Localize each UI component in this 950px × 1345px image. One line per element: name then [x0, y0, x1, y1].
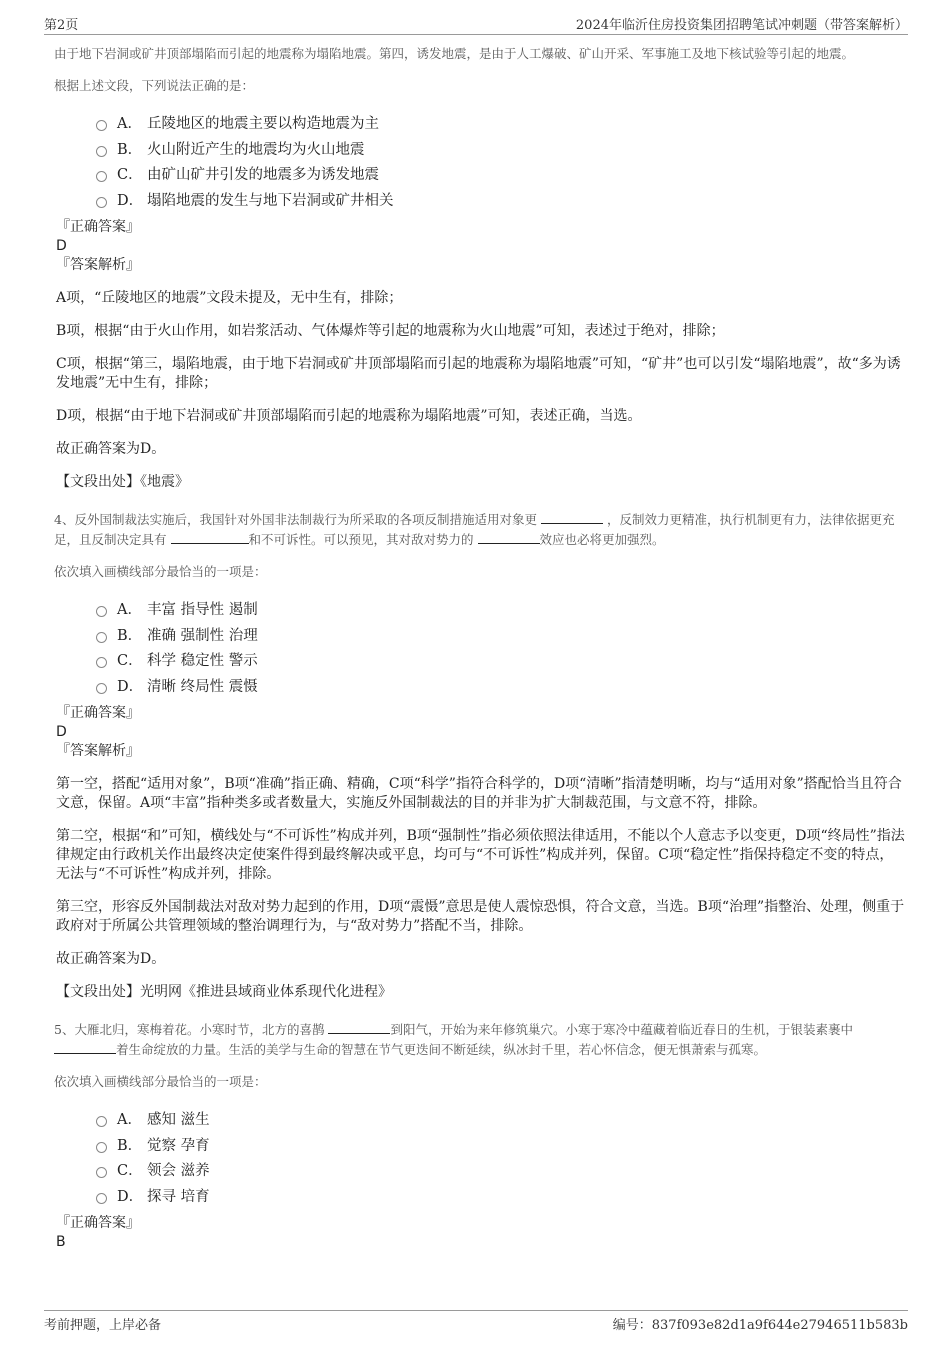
radio-icon[interactable] [96, 171, 107, 182]
q4-source: 【文段出处】光明网《推进县域商业体系现代化进程》 [56, 984, 392, 1000]
q5-option-a[interactable]: A． 感知 滋生 [96, 1106, 906, 1132]
q4-stem: 4、反外国制裁法实施后，我国针对外国非法制裁行为所采取的各项反制措施适用对象更 ，反制效力更精准，执行机制更有力，法律依据更充足，且反制决定具有 和不可诉性。可以预见，其对敌对势力的 效应也必将更加强烈。 [54, 512, 895, 547]
blank-1 [541, 511, 603, 524]
radio-icon[interactable] [96, 146, 107, 157]
q3-option-a[interactable]: A． 丘陵地区的地震主要以构造地震为主 [96, 110, 906, 136]
footer-slogan: 考前押题，上岸必备 [44, 1318, 162, 1333]
q4-option-a[interactable]: A． 丰富 指导性 遏制 [96, 596, 906, 622]
q3-options [96, 110, 906, 212]
radio-icon[interactable] [96, 657, 107, 668]
q3-analysis-d: D项，根据“由于地下岩洞或矿井顶部塌陷而引起的地震称为塌陷地震”可知，表述正确，当选。 [56, 408, 642, 424]
blank-2 [171, 531, 249, 544]
radio-icon[interactable] [96, 197, 107, 208]
q5-options [96, 1106, 906, 1208]
q5-option-c[interactable]: C． 领会 滋养 [96, 1157, 906, 1183]
q3-source: 【文段出处】《地震》 [56, 474, 189, 490]
q4-option-d[interactable]: D． 清晰 终局性 震慑 [96, 673, 906, 699]
q3-passage: 由于地下岩洞或矿井顶部塌陷而引起的地震称为塌陷地震。第四，诱发地震，是由于人工爆破、矿山开采、军事施工及地下核试验等引起的地震。 [54, 46, 855, 61]
q5-answer: B [56, 1234, 66, 1250]
q4-analysis-third-blank: 第三空，形容反外国制裁法对敌对势力起到的作用，D项“震慑”意思是使人震惊恐惧，符合文意，当选。B项“治理”指整治、处理，侧重于政府对于所属公共管理领域的整治调理行为，与“敌对势力”搭配不当，排除。 [56, 899, 905, 934]
q4-analysis-second-blank: 第二空，根据“和”可知，横线处与“不可诉性”构成并列，B项“强制性”指必须依照法律适用，不能以个人意志予以变更，D项“终局性”指法律规定由行政机关作出最终决定使案件得到最终解决或平息，均可与“不可诉性”构成并列，保留。C项“稳定性”指保持稳定不变的特点，无法与“不可诉性”构成并列，排除。 [56, 828, 905, 882]
q3-answer-label: 『正确答案』 [56, 219, 140, 235]
document-title: 2024年临沂住房投资集团招聘笔试冲刺题（带答案解析） [575, 18, 908, 33]
document-id: 编号：837f093e82d1a9f644e27946511b583b [612, 1318, 908, 1333]
blank-3 [478, 531, 540, 544]
q4-options [96, 596, 906, 698]
radio-icon[interactable] [96, 1142, 107, 1153]
q5-stem: 5、大雁北归，寒梅着花。小寒时节，北方的喜鹊 到阳气，开始为来年修筑巢穴。小寒于寒冷中蕴藏着临近春日的生机，于银装素裹中 着生命绽放的力量。生活的美学与生命的智慧在节气更迭间不断延续，纵冰封千里，若心怀信念，便无惧萧索与孤寒。 [54, 1022, 853, 1057]
page-header [44, 12, 908, 35]
q3-analysis-b: B项，根据“由于火山作用，如岩浆活动、气体爆炸等引起的地震称为火山地震”可知，表述过于绝对，排除； [56, 323, 725, 339]
q5-option-d[interactable]: D． 探寻 培育 [96, 1183, 906, 1209]
q4-option-b[interactable]: B． 准确 强制性 治理 [96, 622, 906, 648]
q4-conclusion: 故正确答案为D。 [56, 951, 166, 967]
q4-prompt: 依次填入画横线部分最恰当的一项是： [54, 564, 267, 579]
q5-answer-label: 『正确答案』 [56, 1215, 140, 1231]
q4-analysis-first-blank: 第一空，搭配“适用对象”，B项“准确”指正确、精确，C项“科学”指符合科学的，D项“清晰”指清楚明晰，均与“适用对象”搭配恰当且符合文意，保留。A项“丰富”指种类多或者数量大，实施反外国制裁法的目的并非为扩大制裁范围，与文意不符，排除。 [56, 776, 902, 811]
q3-analysis-c: C项，根据“第三，塌陷地震，由于地下岩洞或矿井顶部塌陷而引起的地震称为塌陷地震”可知，“矿井”也可以引发“塌陷地震”，故“多为诱发地震”无中生有，排除； [56, 356, 901, 391]
radio-icon[interactable] [96, 1116, 107, 1127]
q4-option-c[interactable]: C． 科学 稳定性 警示 [96, 647, 906, 673]
radio-icon[interactable] [96, 606, 107, 617]
q4-answer-label: 『正确答案』 [56, 705, 140, 721]
radio-icon[interactable] [96, 1193, 107, 1204]
blank-1 [328, 1021, 390, 1034]
radio-icon[interactable] [96, 1167, 107, 1178]
q3-prompt: 根据上述文段，下列说法正确的是： [54, 78, 255, 93]
q4-answer: D [56, 724, 67, 740]
radio-icon[interactable] [96, 683, 107, 694]
q5-prompt: 依次填入画横线部分最恰当的一项是： [54, 1074, 267, 1089]
q3-option-c[interactable]: C． 由矿山矿井引发的地震多为诱发地震 [96, 161, 906, 187]
q4-analysis-label: 『答案解析』 [56, 743, 140, 759]
blank-2 [54, 1041, 116, 1054]
page-number: 第2页 [44, 18, 79, 33]
q3-analysis-label: 『答案解析』 [56, 257, 140, 273]
q3-analysis-a: A项，“丘陵地区的地震”文段未提及，无中生有，排除； [56, 290, 403, 306]
radio-icon[interactable] [96, 120, 107, 131]
radio-icon[interactable] [96, 632, 107, 643]
q3-option-d[interactable]: D． 塌陷地震的发生与地下岩洞或矿井相关 [96, 187, 906, 213]
document-body [54, 44, 906, 1252]
q5-option-b[interactable]: B． 觉察 孕育 [96, 1132, 906, 1158]
page-footer [44, 1310, 908, 1339]
q3-option-b[interactable]: B． 火山附近产生的地震均为火山地震 [96, 136, 906, 162]
q3-conclusion: 故正确答案为D。 [56, 441, 166, 457]
q3-answer: D [56, 238, 67, 254]
